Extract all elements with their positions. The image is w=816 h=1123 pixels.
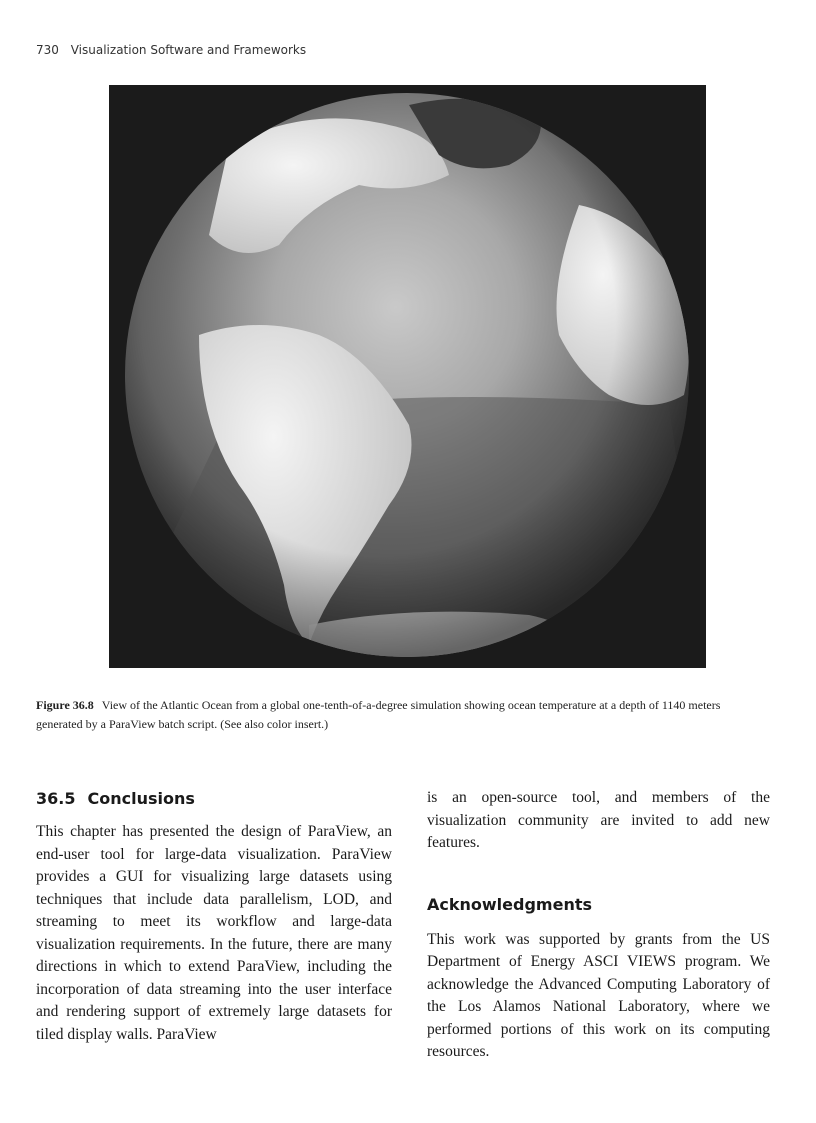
left-column — [36, 787, 392, 1046]
right-column — [427, 787, 770, 1064]
page-number: 730 — [36, 43, 59, 57]
figure-label: Figure 36.8 — [36, 698, 94, 712]
section-number: 36.5 — [36, 789, 76, 808]
conclusions-paragraph: This chapter has presented the design of ParaView, an end-user tool for large-data visualization. ParaView provides a GUI for visualizing large datasets using techniques that include data parallelism, LOD, and streaming to meet its workflow and large-data visualization requirements. In the future, there are many directions in which to extend ParaView, including the incorporation of data streaming into the user interface and rendering support of extremely large datasets for tiled display walls. ParaView — [36, 823, 392, 1043]
globe-figure — [109, 85, 706, 668]
running-head — [36, 43, 306, 57]
section-title: Conclusions — [87, 789, 195, 808]
section-heading — [36, 787, 392, 811]
running-title: Visualization Software and Frameworks — [70, 43, 307, 57]
conclusions-paragraph-continued: is an open-source tool, and members of the visualization community are invited to add new features. — [427, 789, 770, 851]
ocean-globe-image — [109, 85, 706, 668]
figure-caption-text: View of the Atlantic Ocean from a global one-tenth-of-a-degree simulation showing ocean temperature at a depth of 1140 meters generated by a ParaView batch script. (See also color insert.) — [36, 698, 721, 731]
acknowledgments-heading: Acknowledgments — [427, 894, 592, 914]
acknowledgments-paragraph: This work was supported by grants from the US Department of Energy ASCI VIEWS program. We acknowledge the Advanced Computing Laboratory of the Los Alamos National Laboratory, where we performed portions of this work on its computing resources. — [427, 930, 770, 1060]
figure-caption — [36, 696, 770, 734]
